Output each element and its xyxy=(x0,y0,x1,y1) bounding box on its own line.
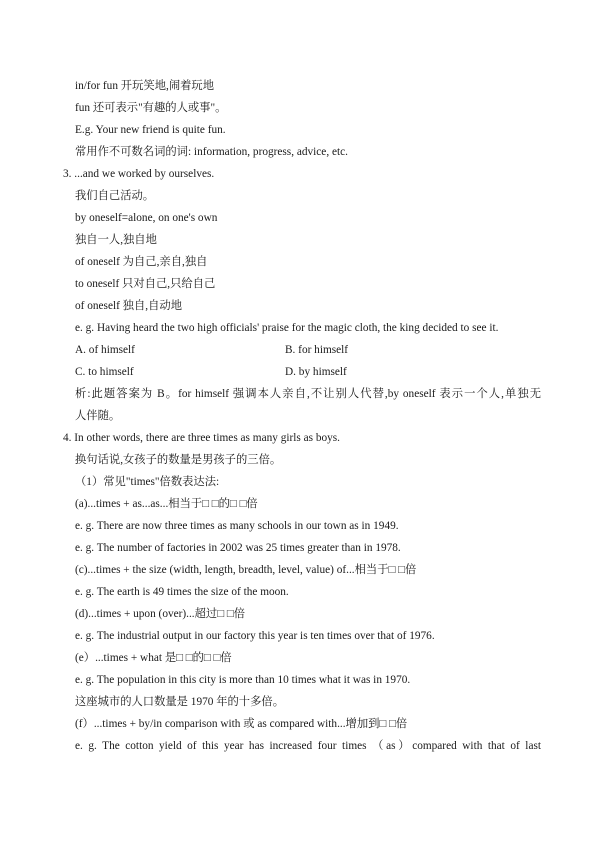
option-d: D. by himself xyxy=(285,366,347,378)
text-line: in/for fun 开玩笑地,闹着玩地 xyxy=(75,80,215,92)
text-line: by oneself=alone, on one's own xyxy=(75,212,218,224)
pattern-line: (a)...times + as...as...相当于□ □的□ □倍 xyxy=(75,498,258,510)
example-line: e. g. The cotton yield of this year has increased four times （as）compared with that of last xyxy=(75,740,541,752)
text-line: to oneself 只对自己,只给自己 xyxy=(75,278,216,290)
analysis-line: 人伴随。 xyxy=(75,410,121,422)
option-b: B. for himself xyxy=(285,344,349,356)
text-line: 换句话说,女孩子的数量是男孩子的三倍。 xyxy=(75,454,282,466)
example-line: e. g. There are now three times as many schools in our town as in 1949. xyxy=(75,520,399,532)
example-line: e. g. The population in this city is more than 10 times what it was in 1970. xyxy=(75,674,411,686)
option-a: A. of himself xyxy=(75,344,135,356)
pattern-line: (c)...times + the size (width, length, breadth, level, value) of...相当于□ □倍 xyxy=(75,564,417,576)
option-c: C. to himself xyxy=(75,366,134,378)
text-line: of oneself 为自己,亲自,独自 xyxy=(75,256,208,268)
text-line: 独自一人,独自地 xyxy=(75,234,157,246)
text-line: 这座城市的人口数量是 1970 年的十多倍。 xyxy=(75,696,284,708)
text-line: E.g. Your new friend is quite fun. xyxy=(75,124,226,136)
analysis-line: 析:此题答案为 B。for himself 强调本人亲自,不让别人代替,by oneself 表示一个人,单独无 xyxy=(75,388,541,400)
text-line: fun 还可表示"有趣的人或事"。 xyxy=(75,102,227,114)
example-line: e. g. The earth is 49 times the size of the moon. xyxy=(75,586,289,598)
pattern-line: (e）...times + what 是□ □的□ □倍 xyxy=(75,652,232,664)
example-line: e. g. Having heard the two high officials' praise for the magic cloth, the king decided to see it. xyxy=(75,322,499,334)
pattern-line: (d)...times + upon (over)...超过□ □倍 xyxy=(75,608,245,620)
example-line: e. g. The industrial output in our factory this year is ten times over that of 1976. xyxy=(75,630,435,642)
text-line: 常用作不可数名词的词: information, progress, advice, etc. xyxy=(75,146,348,158)
text-line: 我们自己活动。 xyxy=(75,190,155,202)
pattern-line: (f）...times + by/in comparison with 或 as compared with...增加到□ □倍 xyxy=(75,718,408,730)
text-line: of oneself 独自,自动地 xyxy=(75,300,182,312)
subheading: （1）常见"times"倍数表达法: xyxy=(75,476,220,488)
item-heading: 4. In other words, there are three times as many girls as boys. xyxy=(63,432,341,444)
example-line: e. g. The number of factories in 2002 was 25 times greater than in 1978. xyxy=(75,542,401,554)
item-heading: 3. ...and we worked by ourselves. xyxy=(63,168,215,180)
